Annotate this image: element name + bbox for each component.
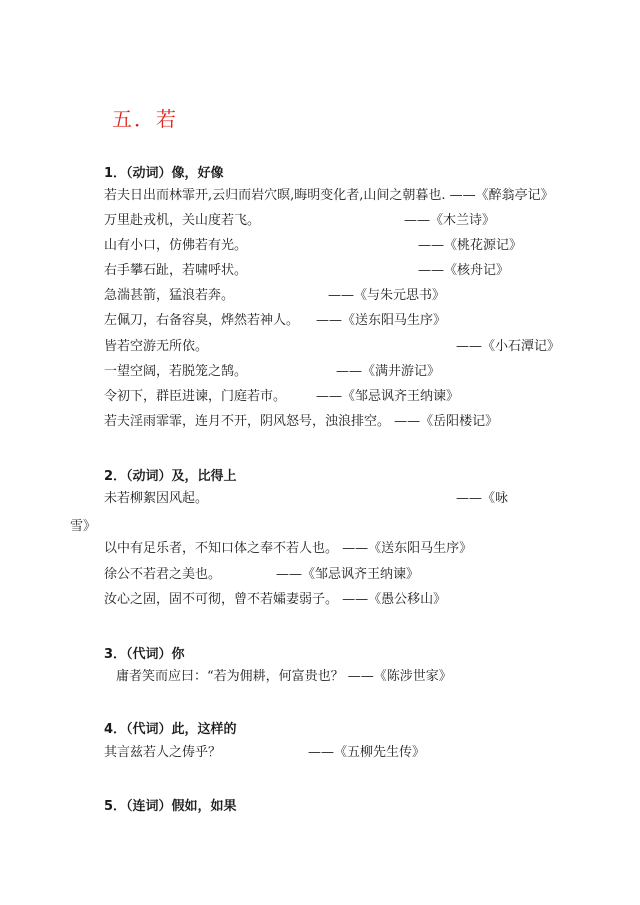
example-line xyxy=(116,668,452,686)
example-source: ——《岳阳楼记》 xyxy=(394,414,499,429)
example-source: ——《醉翁亭记》 xyxy=(449,188,554,203)
example-line xyxy=(104,287,446,305)
example-line xyxy=(104,591,446,609)
example-source: ——《邹忌讽齐王纳谏》 xyxy=(316,389,460,404)
example-line xyxy=(104,312,447,330)
example-source: ——《与朱元思书》 xyxy=(328,288,446,303)
example-source: ——《送东阳马生序》 xyxy=(316,313,447,328)
example-text: 右手攀石趾，若啸呼状。 xyxy=(104,263,248,278)
example-source: ——《愚公移山》 xyxy=(342,592,447,607)
section-2-heading: 2．（动词）及，比得上 xyxy=(104,469,237,484)
example-line xyxy=(104,212,496,230)
example-source: ——《小石潭记》 xyxy=(456,339,561,354)
example-line xyxy=(104,566,420,584)
example-line xyxy=(104,338,561,356)
example-source: ——《满井游记》 xyxy=(336,364,441,379)
example-source: ——《陈涉世家》 xyxy=(347,669,452,684)
example-line xyxy=(104,388,460,406)
section-1-heading: 1．（动词）像，好像 xyxy=(104,166,224,181)
section-4-heading: 4．（代词）此，这样的 xyxy=(104,722,237,737)
example-text: 若夫日出而林霏开,云归而岩穴暝,晦明变化者,山间之朝暮也. xyxy=(104,188,446,203)
example-line xyxy=(104,413,498,431)
section-5-heading: 5．（连词）假如，如果 xyxy=(104,799,237,814)
example-source-continuation: 雪》 xyxy=(70,519,97,534)
example-text: 汝心之固，固不可彻，曾不若孀妻弱子。 xyxy=(104,592,339,607)
example-text: 其言兹若人之俦乎？ xyxy=(104,745,222,760)
example-text: 皆若空游无所依。 xyxy=(104,339,209,354)
page-title: 五．若 xyxy=(112,107,178,131)
example-text: 一望空阔，若脱笼之鹄。 xyxy=(104,364,248,379)
section-3-heading: 3．（代词）你 xyxy=(104,647,185,662)
example-text: 以中有足乐者，不知口体之奉不若人也。 xyxy=(104,541,339,556)
example-source: ——《核舟记》 xyxy=(418,263,510,278)
example-line xyxy=(104,490,509,508)
example-source: ——《送东阳马生序》 xyxy=(342,541,473,556)
example-source: ——《桃花源记》 xyxy=(418,238,523,253)
example-source: ——《邹忌讽齐王纳谏》 xyxy=(276,567,420,582)
example-line xyxy=(104,540,472,558)
example-text: 急湍甚箭，猛浪若奔。 xyxy=(104,288,235,303)
example-text: 庸者笑而应曰：“若为佣耕，何富贵也？ xyxy=(116,669,344,684)
example-text: 未若柳絮因风起。 xyxy=(104,491,209,506)
example-text: 徐公不若君之美也。 xyxy=(104,567,222,582)
example-text: 若夫淫雨霏霏，连月不开，阴风怒号，浊浪排空。 xyxy=(104,414,391,429)
example-source: ——《木兰诗》 xyxy=(404,213,496,228)
example-line xyxy=(104,744,426,762)
example-text: 山有小口，仿佛若有光。 xyxy=(104,238,248,253)
example-line xyxy=(104,237,523,255)
example-text: 万里赴戎机，关山度若飞。 xyxy=(104,213,261,228)
example-text: 令初下，群臣进谏，门庭若市。 xyxy=(104,389,287,404)
example-line xyxy=(104,262,510,280)
example-text: 左佩刀，右备容臭，烨然若神人。 xyxy=(104,313,300,328)
example-source: ——《五柳先生传》 xyxy=(308,745,426,760)
example-line xyxy=(104,187,554,205)
example-source: ——《咏 xyxy=(456,491,509,506)
example-line xyxy=(104,363,441,381)
